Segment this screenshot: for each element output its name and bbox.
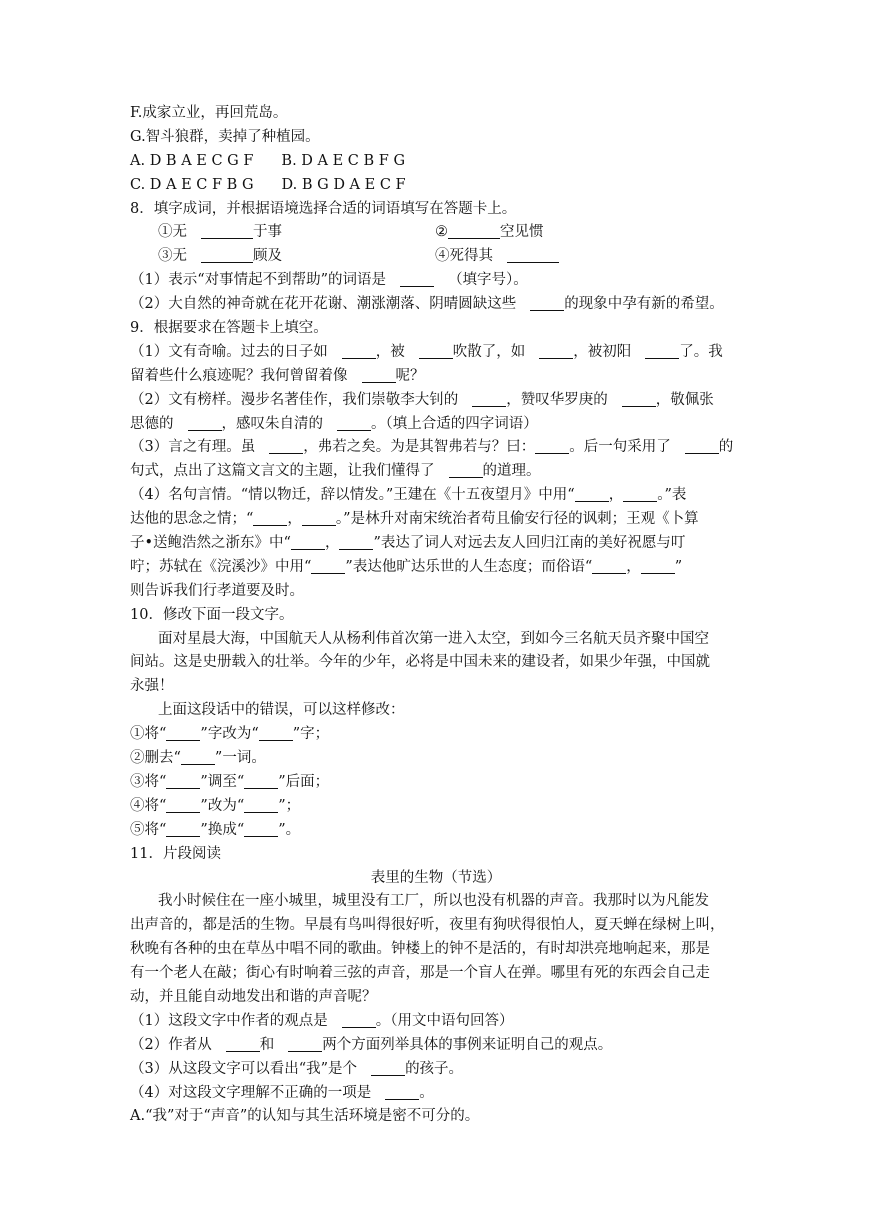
q11-part-4: （4）对这段文字理解不正确的一项是 。: [130, 1084, 434, 1101]
answer-blank[interactable]: [449, 462, 483, 478]
answer-blank[interactable]: [226, 1036, 260, 1052]
q10-passage-line-2: 间站。这是史册载入的壮举。今年的少年，必将是中国未来的建设者，如果少年强，中国就: [130, 654, 710, 671]
answer-blank[interactable]: [166, 821, 200, 837]
answer-blank[interactable]: [339, 534, 373, 550]
q9-part-4-line-5: 则告诉我们行孝道要及时。: [130, 582, 304, 599]
option-line-f: F.成家立业，再回荒岛。: [130, 105, 288, 121]
answer-blank[interactable]: [385, 1084, 419, 1100]
answer-blank[interactable]: [311, 558, 345, 574]
answer-blank[interactable]: [291, 534, 325, 550]
question-11-title: 11．片段阅读: [130, 845, 221, 862]
answer-blank[interactable]: [448, 223, 500, 239]
q10-passage-line-3: 永强！: [130, 678, 174, 695]
option-line-g: G.智斗狼群，卖掉了种植园。: [130, 128, 320, 145]
passage-line-5: 动，并且能自动地发出和谐的声音呢？: [130, 988, 377, 1005]
q10-fix-3: ③将“ ”调至“ ”后面；: [130, 773, 330, 790]
q9-part-1-line-2: 留着些什么痕迹呢？我何曾留着像 呢？: [130, 367, 425, 384]
answer-blank[interactable]: [645, 343, 679, 359]
answer-blank[interactable]: [288, 1036, 322, 1052]
answer-blank[interactable]: [622, 391, 656, 407]
answer-blank[interactable]: [244, 821, 278, 837]
q11-part-2: （2）作者从 和 两个方面列举具体的事例来证明自己的观点。: [130, 1036, 613, 1053]
answer-blank[interactable]: [166, 797, 200, 813]
answer-blank[interactable]: [592, 558, 626, 574]
q9-part-4-line-3: 子•送鲍浩然之浙东》中“ ， ”表达了词人对远去友人回归江南的美好祝愿与叮: [130, 535, 686, 552]
answer-blank[interactable]: [530, 295, 564, 311]
answer-blank[interactable]: [535, 438, 569, 454]
choice-line-cd: C. D A E C F B G D. B G D A E C F: [130, 176, 406, 193]
answer-blank[interactable]: [507, 247, 559, 263]
passage-line-2: 出声音的，都是活的生物。早晨有鸟叫得很好听，夜里有狗吠得很怕人，夏天蝉在绿树上叫，: [130, 917, 725, 934]
answer-blank[interactable]: [371, 1060, 405, 1076]
answer-blank[interactable]: [253, 510, 287, 526]
q10-passage-line-1: 面对星晨大海，中国航天人从杨利伟首次第一进入太空，到如今三名航天员齐聚中国空: [158, 630, 709, 647]
answer-blank[interactable]: [362, 367, 396, 383]
choice-line-ab: A. D B A E C G F B. D A E C B F G: [130, 152, 406, 169]
question-10-title: 10．修改下面一段文字。: [130, 606, 294, 623]
q9-part-1-line-1: （1）文有奇喻。过去的日子如 ，被 吹散了，如 ，被初阳 了。我: [130, 343, 723, 360]
passage-line-3: 秋晚有各种的虫在草丛中唱不同的歌曲。钟楼上的钟不是活的，有时却洪亮地响起来，那是: [130, 941, 710, 958]
q9-part-4-line-1: （4）名句言情。“情以物迁，辞以情发。”王建在《十五夜望月》中用“ ， 。”表: [130, 487, 687, 504]
answer-blank[interactable]: [302, 510, 336, 526]
q10-fix-2: ②删去“ ”一词。: [130, 750, 266, 767]
answer-blank[interactable]: [269, 438, 303, 454]
q10-fix-5: ⑤将“ ”换成“ ”。: [130, 821, 301, 838]
answer-blank[interactable]: [641, 558, 675, 574]
worksheet-page: [130, 102, 742, 1129]
q11-option-a: A.“我”对于“声音”的认知与其生活环境是密不可分的。: [130, 1108, 480, 1125]
q9-part-4-line-2: 达他的思念之情；“ ， 。”是林升对南宋统治者苟且偷安行径的讽刺；王观《卜算: [130, 511, 699, 528]
answer-blank[interactable]: [342, 1012, 376, 1028]
passage-title: 表里的生物（节选）: [370, 869, 502, 886]
answer-blank[interactable]: [685, 438, 719, 454]
answer-blank[interactable]: [419, 343, 453, 359]
answer-blank[interactable]: [259, 725, 293, 741]
answer-blank[interactable]: [337, 415, 371, 431]
q8-part-1: （1）表示“对事情起不到帮助”的词语是 （填字号）。: [130, 272, 528, 289]
answer-blank[interactable]: [342, 343, 376, 359]
answer-blank[interactable]: [400, 271, 434, 287]
question-8-title: 8．填字成词，并根据语境选择合适的词语填写在答题卡上。: [130, 200, 517, 217]
answer-blank[interactable]: [188, 415, 222, 431]
q11-part-1: （1）这段文字中作者的观点是 。（用文中语句回答）: [130, 1012, 514, 1029]
answer-blank[interactable]: [166, 725, 200, 741]
answer-blank[interactable]: [201, 223, 253, 239]
answer-blank[interactable]: [539, 343, 573, 359]
passage-line-1: 我小时候住在一座小城里，城里没有工厂，所以也没有机器的声音。我那时以为凡能发: [158, 893, 709, 910]
answer-blank[interactable]: [244, 773, 278, 789]
q8-part-2: （2）大自然的神奇就在花开花谢、潮涨潮落、阴晴圆缺这些 的现象中孕有新的希望。: [130, 296, 724, 313]
q9-part-3-line-1: （3）言之有理。虽 ，弗若之矣。为是其智弗若与？曰： 。后一句采用了 的: [130, 439, 734, 456]
answer-blank[interactable]: [623, 486, 657, 502]
q10-instruction: 上面这段话中的错误，可以这样修改：: [158, 702, 405, 719]
q10-fix-1: ①将“ ”字改为“ ”字；: [130, 726, 330, 743]
question-9-title: 9．根据要求在答题卡上填空。: [130, 320, 328, 337]
q9-part-2-line-1: （2）文有榜样。漫步名著佳作，我们崇敬李大钊的 ，赞叹华罗庚的 ，敬佩张: [130, 391, 714, 408]
answer-blank[interactable]: [201, 247, 253, 263]
q8-row-2: ③无 顾及 ④死得其: [130, 245, 742, 269]
answer-blank[interactable]: [575, 486, 609, 502]
q11-part-3: （3）从这段文字可以看出“我”是个 的孩子。: [130, 1060, 464, 1077]
answer-blank[interactable]: [244, 797, 278, 813]
answer-blank[interactable]: [472, 391, 506, 407]
q8-row-1: ①无 于事 ② 空见惯: [158, 224, 544, 241]
answer-blank[interactable]: [166, 773, 200, 789]
q10-fix-4: ④将“ ”改为“ ”；: [130, 797, 301, 814]
q9-part-4-line-4: 咛；苏轼在《浣溪沙》中用“ ”表达他旷达乐世的人生态度；而俗语“ ， ”: [130, 558, 683, 575]
q9-part-3-line-2: 句式，点出了这篇文言文的主题，让我们懂得了 的道理。: [130, 463, 541, 480]
passage-line-4: 有一个老人在敲；街心有时响着三弦的声音，那是一个盲人在弹。哪里有死的东西会自己走: [130, 965, 710, 982]
q9-part-2-line-2: 思德的 ，感叹朱自清的 。（填上合适的四字词语）: [130, 415, 538, 432]
answer-blank[interactable]: [181, 749, 215, 765]
